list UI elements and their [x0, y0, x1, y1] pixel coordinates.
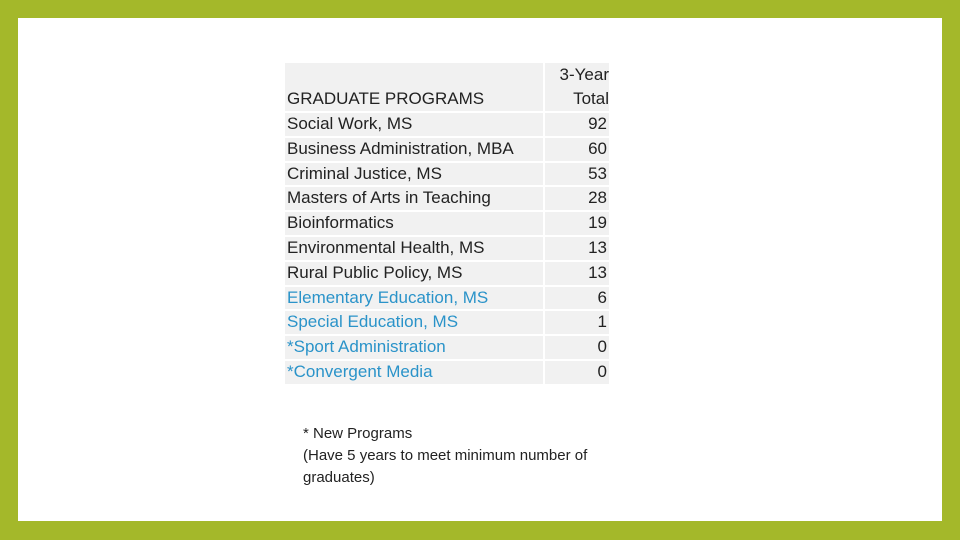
table-header-row: [285, 63, 609, 111]
program-total-cell: 0: [545, 336, 609, 359]
table-row: [285, 287, 609, 310]
program-total-cell: 6: [545, 287, 609, 310]
total-header-line2: Total: [573, 89, 609, 108]
program-name-cell: Criminal Justice, MS: [285, 163, 543, 186]
program-total-cell: 13: [545, 237, 609, 260]
table-row: [285, 212, 609, 235]
table-row: [285, 262, 609, 285]
program-name-cell: Special Education, MS: [285, 311, 543, 334]
program-name-cell: Elementary Education, MS: [285, 287, 543, 310]
program-total-cell: 60: [545, 138, 609, 161]
note-line-2: (Have 5 years to meet minimum number of graduates): [303, 447, 588, 486]
total-header-line1: 3-Year: [559, 65, 609, 84]
program-total-cell: 53: [545, 163, 609, 186]
table-row: [285, 163, 609, 186]
total-column-header: [545, 63, 609, 111]
slide: [18, 18, 942, 521]
program-name-cell: Masters of Arts in Teaching: [285, 187, 543, 210]
program-total-cell: 19: [545, 212, 609, 235]
table-row: [285, 113, 609, 136]
program-name-cell: Social Work, MS: [285, 113, 543, 136]
table-row: [285, 336, 609, 359]
program-name-cell: Business Administration, MBA: [285, 138, 543, 161]
table-row: [285, 361, 609, 384]
table-row: [285, 138, 609, 161]
graduates-table: [283, 61, 611, 386]
note-line-1: * New Programs: [303, 425, 413, 442]
program-total-cell: 92: [545, 113, 609, 136]
program-total-cell: 0: [545, 361, 609, 384]
program-name-cell: Bioinformatics: [285, 212, 543, 235]
program-name-cell: *Convergent Media: [285, 361, 543, 384]
program-total-cell: 1: [545, 311, 609, 334]
new-programs-note: [303, 423, 643, 489]
table-row: [285, 237, 609, 260]
program-column-header: GRADUATE PROGRAMS: [285, 63, 543, 111]
program-name-cell: *Sport Administration: [285, 336, 543, 359]
table-row: [285, 311, 609, 334]
program-name-cell: Rural Public Policy, MS: [285, 262, 543, 285]
program-name-cell: Environmental Health, MS: [285, 237, 543, 260]
program-total-cell: 13: [545, 262, 609, 285]
program-total-cell: 28: [545, 187, 609, 210]
table-row: [285, 187, 609, 210]
